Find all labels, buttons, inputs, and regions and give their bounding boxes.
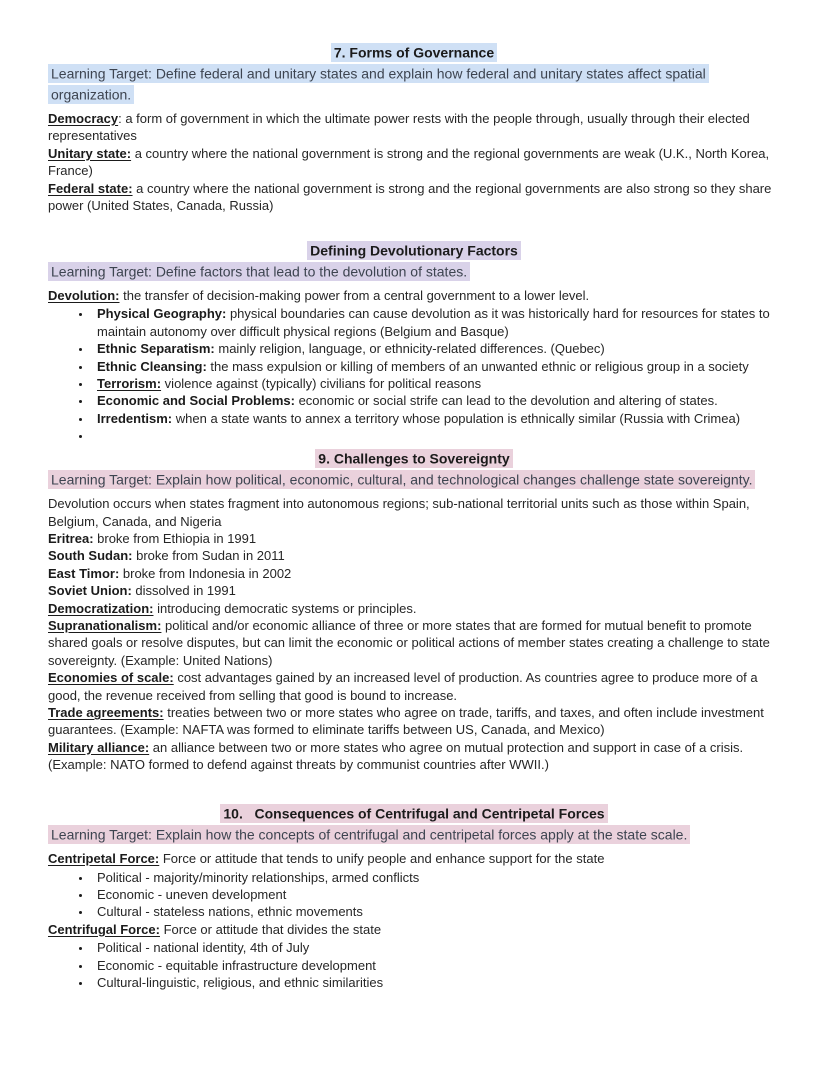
definition-text: mainly religion, language, or ethnicity-related differences. (Quebec) <box>214 341 605 357</box>
list-item-text: Political - national identity, 4th of July <box>97 940 310 956</box>
definition-text: an alliance between two or more states who agree on mutual protection and support in case of a crisis. (Example: NATO formed to defend against threats by communist countries after WWII.) <box>48 739 744 773</box>
list-item <box>92 903 780 920</box>
definition-text: broke from Sudan in 2011 <box>132 548 285 564</box>
learning-target <box>48 470 780 492</box>
definition-economies-of-scale <box>48 669 780 704</box>
term-label: Supranationalism: <box>48 617 162 633</box>
section-heading <box>48 449 780 469</box>
definition-military-alliance <box>48 739 780 774</box>
definition-text: physical boundaries can cause devolution as it was historically hard for resources for states to maintain autonomy over difficult physical regions (Belgium and Basque) <box>97 306 770 339</box>
list-item <box>92 375 780 392</box>
learning-target-text: Learning Target: Explain how political, economic, cultural, and technological changes challenge state sovereignty. <box>48 470 755 489</box>
section-heading-text: 10. Consequences of Centrifugal and Centripetal Forces <box>220 804 607 823</box>
section-devolutionary-factors <box>48 240 780 444</box>
term-label: Democratization: <box>48 600 154 616</box>
term-label: Unitary state: <box>48 145 132 161</box>
list-item <box>92 974 780 991</box>
term-label: Devolution: <box>48 287 120 303</box>
section-heading-text: Defining Devolutionary Factors <box>307 241 521 260</box>
term-label: Centrifugal Force: <box>48 921 160 937</box>
section-forms-of-governance <box>48 42 780 214</box>
section-heading <box>48 42 780 62</box>
learning-target <box>48 825 780 847</box>
definition-text: the transfer of decision-making power from a central government to a lower level. <box>119 287 590 303</box>
list-item <box>92 939 780 956</box>
definition-text: violence against (typically) civilians for political reasons <box>161 375 482 391</box>
learning-target-text: Learning Target: Define federal and unitary states and explain how federal and unitary states affect spatial organization. <box>48 64 709 105</box>
definition-text: broke from Ethiopia in 1991 <box>93 530 257 546</box>
definition-centripetal-force <box>48 850 780 867</box>
definition-text: cost advantages gained by an increased level of production. As countries agree to produce more of a good, the revenue received from selling that good is bound to increase. <box>48 670 758 703</box>
list-item <box>92 340 780 357</box>
term-label: Military alliance: <box>48 739 150 755</box>
list-item <box>92 886 780 903</box>
term-label: Ethnic Cleansing: <box>97 358 207 374</box>
term-label: South Sudan: <box>48 548 133 564</box>
definition-text: : a form of government in which the ultimate power rests with the people through, usually through their elected representatives <box>48 111 750 144</box>
definition-supranationalism <box>48 617 780 669</box>
term-label: Democracy <box>48 111 119 126</box>
devolution-factor-list <box>48 305 780 444</box>
learning-target-text: Learning Target: Explain how the concepts of centrifugal and centripetal forces apply at the state scale. <box>48 825 690 844</box>
definition-democracy <box>48 110 780 145</box>
definition-text: broke from Indonesia in 2002 <box>119 565 292 581</box>
definition-soviet-union <box>48 582 780 599</box>
list-item-empty <box>92 427 780 444</box>
term-label: Trade agreements: <box>48 704 164 720</box>
definition-eritrea <box>48 530 780 547</box>
definition-text: introducing democratic systems or principles. <box>153 600 417 616</box>
learning-target <box>48 261 780 283</box>
list-item <box>92 957 780 974</box>
section-centrifugal-centripetal-forces <box>48 804 780 992</box>
section-heading <box>48 804 780 824</box>
term-label: Federal state: <box>48 180 133 196</box>
paragraph-devolution-occurs <box>48 495 780 530</box>
term-label: East Timor: <box>48 565 120 581</box>
list-item <box>92 869 780 886</box>
term-label: Ethnic Separatism: <box>97 341 215 357</box>
learning-target <box>48 63 780 106</box>
learning-target-text: Learning Target: Define factors that lead to the devolution of states. <box>48 262 470 281</box>
term-label: Economies of scale: <box>48 670 174 686</box>
list-item <box>92 392 780 409</box>
definition-trade-agreements <box>48 704 780 739</box>
definition-democratization <box>48 600 780 617</box>
centrifugal-force-list <box>48 939 780 991</box>
definition-south-sudan <box>48 547 780 564</box>
section-challenges-to-sovereignty <box>48 449 780 774</box>
section-heading-text: 9. Challenges to Sovereignty <box>315 449 512 468</box>
section-heading-text: 7. Forms of Governance <box>331 43 497 62</box>
list-item <box>92 410 780 427</box>
definition-text: dissolved in 1991 <box>131 583 236 599</box>
term-label: Economic and Social Problems: <box>97 393 295 409</box>
list-item <box>92 358 780 375</box>
definition-devolution <box>48 287 780 304</box>
term-label: Eritrea: <box>48 530 94 546</box>
section-heading <box>48 240 780 260</box>
term-label: Physical Geography: <box>97 306 227 322</box>
definition-unitary-state <box>48 145 780 180</box>
definition-federal-state <box>48 180 780 215</box>
list-item-text: Cultural-linguistic, religious, and ethnic similarities <box>97 974 384 990</box>
definition-text: when a state wants to annex a territory whose population is ethnically similar (Russia with Crimea) <box>172 410 741 426</box>
centripetal-force-list <box>48 869 780 921</box>
definition-text: a country where the national government is strong and the regional governments are also strong so they share power (United States, Canada, Russia) <box>48 180 772 214</box>
list-item-text: Economic - uneven development <box>97 886 287 902</box>
definition-text: political and/or economic alliance of three or more states that are formed for mutual benefit to promote shared goals or resolve disputes, but can limit the economic or political actions of member states creating a challenge to state sovereignty. (Example: United Nations) <box>48 617 770 668</box>
list-item <box>92 305 780 340</box>
term-label: Terrorism: <box>97 375 162 391</box>
list-item-text: Political - majority/minority relationships, armed conflicts <box>97 869 420 885</box>
list-item-text: Economic - equitable infrastructure development <box>97 957 376 973</box>
definition-centrifugal-force <box>48 921 780 938</box>
definition-east-timor <box>48 565 780 582</box>
definition-text: the mass expulsion or killing of members of an unwanted ethnic or religious group in a society <box>206 358 749 374</box>
term-label: Soviet Union: <box>48 583 132 599</box>
definition-text: Force or attitude that tends to unify people and enhance support for the state <box>159 851 605 867</box>
definition-text: Force or attitude that divides the state <box>159 921 382 937</box>
definition-text: Devolution occurs when states fragment into autonomous regions; sub-national territorial units such as those within Spain, Belgium, Canada, and Nigeria <box>48 496 750 529</box>
definition-text: a country where the national government is strong and the regional governments are weak (U.K., North Korea, France) <box>48 145 770 179</box>
list-item-text: Cultural - stateless nations, ethnic movements <box>97 904 363 920</box>
definition-text: economic or social strife can lead to the devolution and altering of states. <box>294 393 718 409</box>
term-label: Centripetal Force: <box>48 851 160 867</box>
term-label: Irredentism: <box>97 410 173 426</box>
definition-text: treaties between two or more states who agree on trade, tariffs, and taxes, and often include investment guarantees. (Example: NAFTA was formed to eliminate tariffs between US, Canada, and Mexico) <box>48 704 764 738</box>
